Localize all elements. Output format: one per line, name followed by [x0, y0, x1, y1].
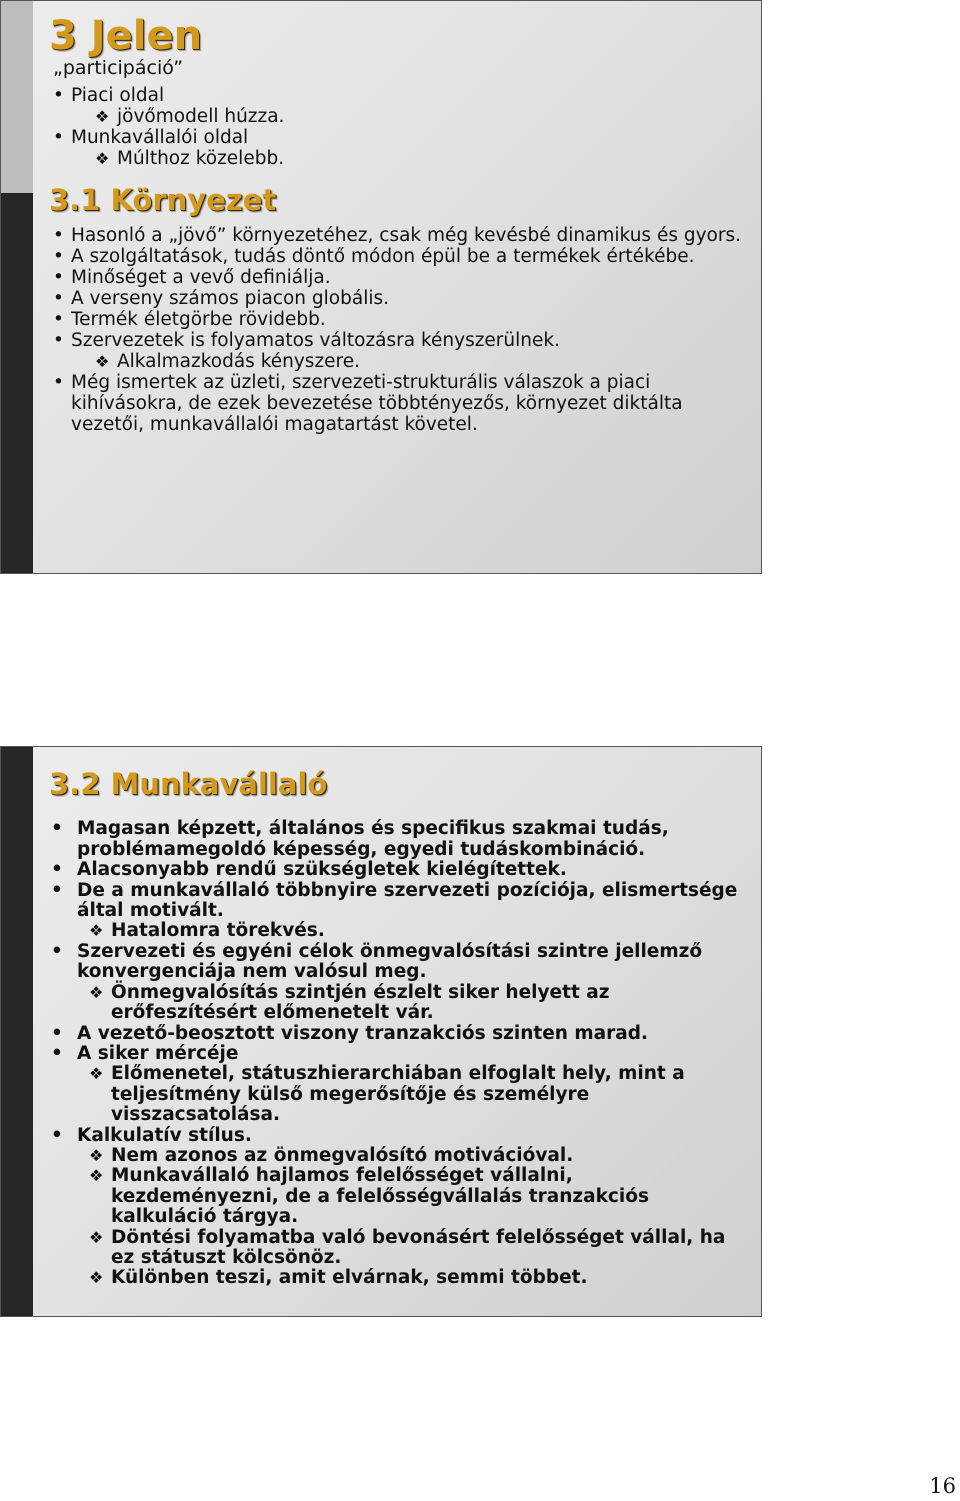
bullet-text: Nem azonos az önmegvalósító motivációval. [111, 1144, 574, 1166]
bullet-text: jövőmodell húzza. [117, 106, 285, 127]
slide-2 [0, 746, 762, 1317]
bullet-item [49, 267, 747, 288]
sub-bullet-item [49, 106, 747, 127]
diamond-bullet-icon: ❖ [95, 107, 110, 126]
bullet-text: Munkavállalói oldal [71, 127, 249, 148]
bullet-item [49, 225, 747, 246]
bullet-item [49, 330, 747, 351]
bullet-text: Múlthoz közelebb. [117, 148, 285, 169]
sub-bullet-item [49, 148, 747, 169]
bullet-text: Döntési folyamatba való bevonásért felelősséget vállal, ha ez státuszt kölcsönöz. [111, 1226, 726, 1268]
bullet-text: A verseny számos piacon globális. [71, 288, 389, 310]
diamond-bullet-icon: ❖ [89, 1145, 104, 1165]
slide-title: 3 Jelen [49, 13, 203, 59]
bullet-item [49, 881, 747, 922]
sub-bullet-item [49, 921, 747, 941]
bullet-text: Kalkulatív stílus. [77, 1124, 252, 1146]
bullet-text: De a munkavállaló többnyire szervezeti pozíciója, elismertsége által motivált. [77, 879, 738, 922]
diamond-bullet-icon: ❖ [89, 1166, 104, 1186]
sub-bullet-item [49, 351, 747, 372]
slide-sidebar-bar [1, 747, 33, 1316]
page-number: 16 [929, 1474, 956, 1498]
bullet-text: A siker mércéje [77, 1042, 239, 1064]
bullet-item [49, 942, 747, 983]
bullet-item [49, 1024, 747, 1044]
section-title: 3.1 Környezet [49, 183, 277, 217]
slide-subtitle: „participáció” [53, 57, 184, 79]
slide-1-content [49, 15, 747, 435]
bullet-text: Hasonló a „jövő” környezetéhez, csak még kevésbé dinamikus és gyors. [71, 225, 741, 247]
bullet-text: A vezető-beosztott viszony tranzakciós szinten marad. [77, 1022, 649, 1044]
bullet-text: Szervezetek is folyamatos változásra kényszerülnek. [71, 330, 560, 352]
sub-bullet-item [49, 1064, 747, 1125]
slide-2-content [49, 769, 747, 1289]
sub-bullet-item [49, 1268, 747, 1288]
diamond-bullet-icon: ❖ [95, 352, 110, 372]
bullet-list-employee [49, 819, 747, 1288]
bullet-text: Munkavállaló hajlamos felelősséget vállalni, kezdeményezni, de a felelősségvállalás tranzakciós kalkuláció tárgya. [111, 1165, 649, 1228]
bullet-text: Termék életgörbe rövidebb. [71, 309, 326, 331]
bullet-text: Alacsonyabb rendű szükségletek kielégítettek. [77, 859, 567, 881]
diamond-bullet-icon: ❖ [89, 921, 104, 941]
bullet-item [49, 246, 747, 267]
diamond-bullet-icon: ❖ [89, 1227, 104, 1247]
slide-title: 3.2 Munkavállaló [49, 767, 328, 801]
slide-sidebar-bar [1, 1, 33, 573]
bullet-text: Szervezeti és egyéni célok önmegvalósítási szintre jellemző konvergenciája nem valósul meg. [77, 940, 703, 983]
bullet-list-market [49, 85, 747, 169]
bullet-item [49, 85, 747, 106]
sub-bullet-item [49, 983, 747, 1024]
diamond-bullet-icon: ❖ [89, 1064, 104, 1084]
bullet-text: Előmenetel, státuszhierarchiában elfoglalt hely, mint a teljesítmény külső megerősítője és személyre visszacsatolása. [111, 1063, 685, 1126]
bullet-item [49, 372, 747, 435]
diamond-bullet-icon: ❖ [89, 982, 104, 1002]
bullet-text: A szolgáltatások, tudás döntő módon épül be a termékek értékébe. [71, 246, 695, 268]
diamond-bullet-icon: ❖ [95, 149, 110, 168]
bullet-item [49, 1044, 747, 1064]
bullet-text: Minőséget a vevő definiálja. [71, 267, 331, 289]
bullet-item [49, 819, 747, 860]
diamond-bullet-icon: ❖ [89, 1268, 104, 1288]
bullet-item [49, 288, 747, 309]
bullet-item [49, 1126, 747, 1146]
sub-bullet-item [49, 1228, 747, 1269]
bullet-item [49, 309, 747, 330]
bullet-list-environment [49, 225, 747, 435]
slide-1 [0, 0, 762, 574]
bullet-text: Alkalmazkodás kényszere. [117, 351, 361, 373]
sub-bullet-item [49, 1146, 747, 1166]
bullet-text: Önmegvalósítás szintjén észlelt siker helyett az erőfeszítésért előmenetelt vár. [111, 981, 610, 1024]
bullet-text: Hatalomra törekvés. [111, 920, 325, 942]
bullet-text: Magasan képzett, általános és specifikus szakmai tudás, problémamegoldó képesség, egyedi tudáskombináció. [77, 818, 669, 860]
sub-bullet-item [49, 1166, 747, 1227]
bullet-text: Piaci oldal [71, 85, 165, 106]
bullet-item [49, 127, 747, 148]
bullet-item [49, 860, 747, 880]
bullet-text: Különben teszi, amit elvárnak, semmi többet. [111, 1267, 588, 1289]
bullet-text: Még ismertek az üzleti, szervezeti-strukturális válaszok a piaci kihívásokra, de ezek bevezetése többtényezős, környezet diktálta vezetői, munkavállalói magatartást követel. [71, 372, 683, 436]
